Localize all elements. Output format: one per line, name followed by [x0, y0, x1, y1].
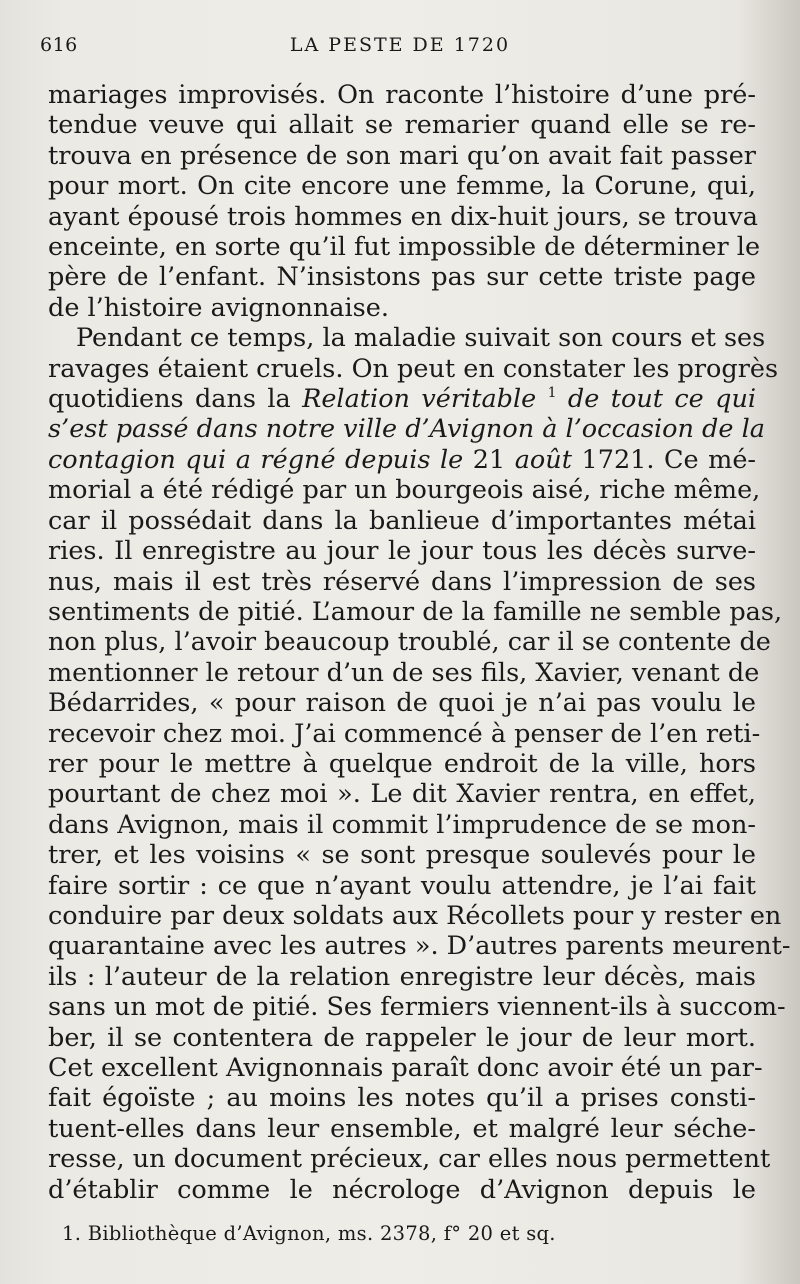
- text-line: tuent-elles dans leur ensemble, et malgré leur séche-: [48, 1113, 756, 1144]
- text-line: ries. Il enregistre au jour le jour tous les décès surve-: [48, 536, 756, 567]
- footnote: 1. Bibliothèque d’Avignon, ms. 2378, f° 20 et sq.: [62, 1222, 556, 1245]
- text-line-with-italic: [48, 384, 756, 414]
- text-line: ayant épousé trois hommes en dix-huit jours, se trouva: [48, 201, 758, 232]
- text-line: enceinte, en sorte qu’il fut impossible de déterminer le: [48, 232, 761, 263]
- text-line: non plus, l’avoir beaucoup troublé, car il se contente de: [48, 627, 771, 658]
- text-line: d’établir comme le nécrologe d’Avignon depuis le: [48, 1174, 756, 1205]
- text-line: fait égoïste ; au moins les notes qu’il a prises consti-: [48, 1083, 756, 1114]
- text-line: resse, un document précieux, car elles nous permettent: [48, 1144, 771, 1175]
- text-line: père de l’enfant. N’insistons pas sur cette triste page: [48, 262, 756, 293]
- page-header: [40, 34, 760, 64]
- text-line: mariages improvisés. On raconte l’histoire d’une pré-: [48, 80, 756, 110]
- text-line: faire sortir : ce que n’ayant voulu attendre, je l’ai fait: [48, 870, 756, 901]
- italic-title: s’est passé dans notre ville d’Avignon à l’occasion de la: [48, 414, 765, 445]
- text-line: Pendant ce temps, la maladie suivait son cours et ses: [76, 323, 766, 354]
- text-segment: 1721. Ce mé-: [581, 444, 757, 475]
- italic-title: de tout ce qui: [567, 384, 757, 415]
- italic-title: août: [514, 444, 572, 475]
- running-title: LA PESTE DE 1720: [289, 34, 511, 56]
- text-line: rer pour le mettre à quelque endroit de la ville, hors: [48, 748, 756, 779]
- italic-title: contagion qui a régné depuis le: [48, 444, 464, 475]
- text-line: mentionner le retour d’un de ses fils, Xavier, venant de: [48, 657, 760, 688]
- text-line: Bédarrides, « pour raison de quoi je n’ai pas voulu le: [48, 688, 756, 719]
- text-segment: quotidiens dans la: [48, 384, 291, 415]
- text-line: pour mort. On cite encore une femme, la Corune, qui,: [48, 171, 756, 202]
- body-text: [48, 80, 791, 1205]
- footnote-reference: 1: [547, 385, 557, 402]
- text-line: nus, mais il est très réservé dans l’impression de ses: [48, 566, 756, 597]
- text-line: dans Avignon, mais il commit l’imprudence de se mon-: [48, 809, 756, 840]
- text-line: sentiments de pitié. L’amour de la famille ne semble pas,: [48, 596, 783, 627]
- text-line-with-italic: [48, 445, 756, 475]
- italic-title: Relation véritable: [302, 384, 537, 415]
- text-line: car il possédait dans la banlieue d’importantes métai: [48, 505, 756, 536]
- text-line: sans un mot de pitié. Ses fermiers viennent-ils à succom-: [48, 992, 786, 1023]
- text-line: ravages étaient cruels. On peut en constater les progrès: [48, 353, 779, 384]
- text-line: morial a été rédigé par un bourgeois aisé, riche même,: [48, 475, 761, 506]
- text-line: Cet excellent Avignonnais paraît donc avoir été un par-: [48, 1053, 763, 1083]
- text-line: tendue veuve qui allait se remarier quand elle se re-: [48, 110, 756, 141]
- text-line: [48, 414, 765, 445]
- page-number: 616: [40, 34, 78, 56]
- text-line: conduire par deux soldats aux Récollets pour y rester en: [48, 900, 782, 931]
- text-line: trer, et les voisins « se sont presque soulevés pour le: [48, 840, 756, 871]
- text-line: pourtant de chez moi ». Le dit Xavier rentra, en effet,: [48, 779, 756, 810]
- text-line: recevoir chez moi. J’ai commencé à penser de l’en reti-: [48, 718, 761, 749]
- text-segment: 21: [472, 444, 506, 475]
- text-line: ils : l’auteur de la relation enregistre leur décès, mais: [48, 961, 756, 992]
- text-line: trouva en présence de son mari qu’on avait fait passer: [48, 140, 756, 171]
- text-line: quarantaine avec les autres ». D’autres parents meurent-: [48, 931, 791, 962]
- text-line: de l’histoire avignonnaise.: [48, 292, 389, 323]
- text-line: ber, il se contentera de rappeler le jour de leur mort.: [48, 1022, 756, 1053]
